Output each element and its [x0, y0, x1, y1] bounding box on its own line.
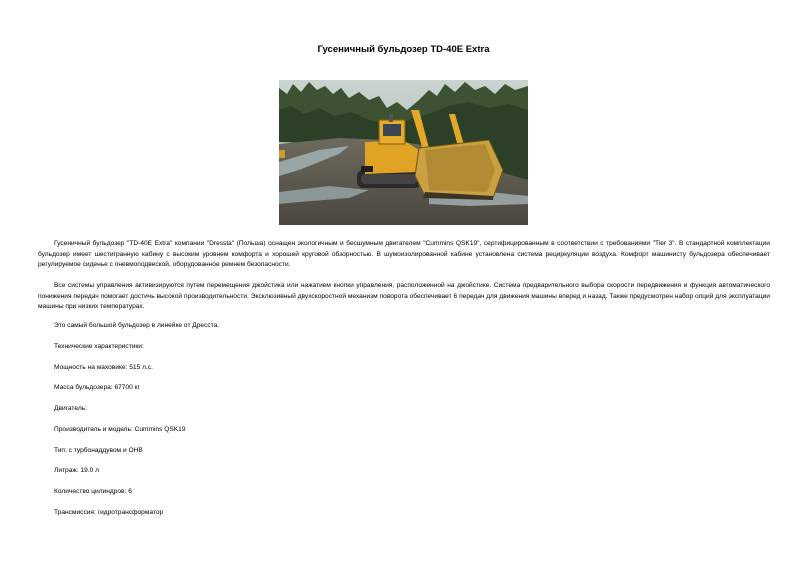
- paragraph-intro: Гусеничный бульдозер "TD-40E Extra" компании "Dressta" (Польша) оснащен экологичным и бесшумным двигателем "Cummins QSK19", сертифицированным в соответствии с требованиями "Tier 3". В стандартной комплектации бульдозер имеет шестигранную кабину с высоким уровнем комфорта и хорошей круговой обзорностью. В шумоизолированной кабине установлена система рециркуляции воздуха. Комфорт машинисту бульдозера обеспечивает регулируемое сиденье с пневмоподвеской, оборудованное ремнем безопасности.: [38, 240, 770, 269]
- text-line-type: Тип: с турбонаддувом и ОНВ: [54, 447, 143, 454]
- text-line-cylinders: Количество цилиндров: 6: [54, 488, 132, 495]
- text-line-manufacturer: Производитель и модель: Cummins QSK19: [54, 426, 186, 433]
- text-line-mass: Масса бульдозера: 67700 кг: [54, 384, 140, 391]
- document-title: Гусеничный бульдозер TD-40E Extra: [317, 44, 490, 55]
- text-line-power: Мощность на маховике: 515 л.с.: [54, 364, 153, 371]
- text-line-engine: Двигатель:: [54, 405, 87, 412]
- paragraph-controls: Все системы управления активизируются путем перемещения джойстика или нажатием кнопки управления, расположенной на джойстике. Система предварительного выбора скорости передвижения и функция автоматического понижения передач помогает достичь высокой производительности. Эксклюзивный двухскоростной механизм поворота обеспечивает 6 передач для движения машины вперед и назад. Также предусмотрен набор опций для эксплуатации машины при низких температурах.: [38, 282, 770, 311]
- text-line-largest: Это самый большой бульдозер в линейке от Дресста.: [54, 322, 220, 329]
- text-line-specs-heading: Технические характеристики:: [54, 343, 144, 350]
- text-line-transmission: Трансмиссия: гидротрансформатор: [54, 509, 164, 516]
- bulldozer-photo: [279, 80, 528, 225]
- text-line-displacement: Литраж: 19.0 л: [54, 467, 99, 474]
